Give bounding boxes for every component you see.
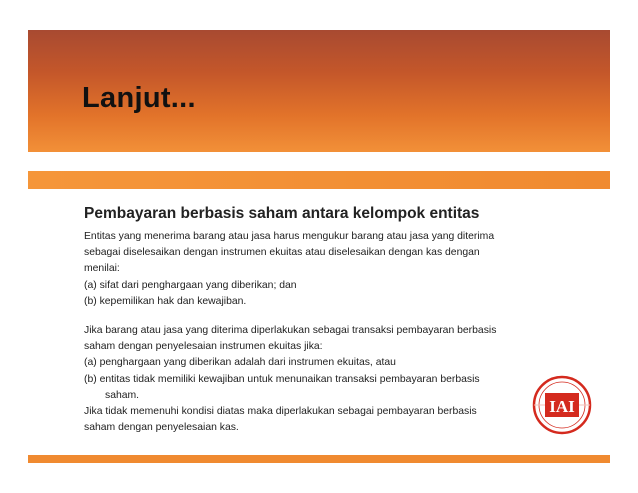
- iai-logo: [531, 372, 593, 438]
- slide-content: [84, 205, 539, 436]
- list-item: (b) kepemilikan hak dan kewajiban.: [84, 295, 247, 307]
- slide-title: Lanjut...: [82, 82, 196, 114]
- paragraph-equity: [84, 323, 539, 355]
- list-item-continuation: saham.: [105, 389, 140, 401]
- paragraph-line: menilai:: [84, 263, 120, 275]
- paragraph-line: Jika tidak memenuhi kondisi diatas maka diperlakukan sebagai pembayaran berbasis: [84, 406, 477, 418]
- list-item: (a) penghargaan yang diberikan adalah dari instrumen ekuitas, atau: [84, 357, 396, 369]
- accent-bar: [28, 171, 610, 189]
- list-conditions: [84, 355, 539, 404]
- paragraph-line: Jika barang atau jasa yang diterima diperlakukan sebagai transaksi pembayaran berbasis: [84, 325, 497, 337]
- paragraph-cash: [84, 404, 539, 436]
- slide-subtitle: Pembayaran berbasis saham antara kelompok entitas: [84, 205, 480, 222]
- svg-text:IAI: IAI: [549, 397, 575, 416]
- paragraph-line: Entitas yang menerima barang atau jasa harus mengukur barang atau jasa yang diterima: [84, 231, 495, 242]
- paragraph-intro: [84, 229, 539, 278]
- list-item: (a) sifat dari penghargaan yang diberikan; dan: [84, 279, 297, 291]
- footer-bar: [28, 455, 610, 463]
- paragraph-line: saham dengan penyelesaian kas.: [84, 422, 239, 434]
- paragraph-line: sebagai diselesaikan dengan instrumen ekuitas atau diselesaikan dengan kas dengan: [84, 247, 480, 259]
- paragraph-line: saham dengan penyelesaian instrumen ekuitas jika:: [84, 341, 323, 353]
- list-item: (b) entitas tidak memiliki kewajiban untuk menunaikan transaksi pembayaran berbasis: [84, 373, 480, 385]
- list-criteria: [84, 278, 539, 310]
